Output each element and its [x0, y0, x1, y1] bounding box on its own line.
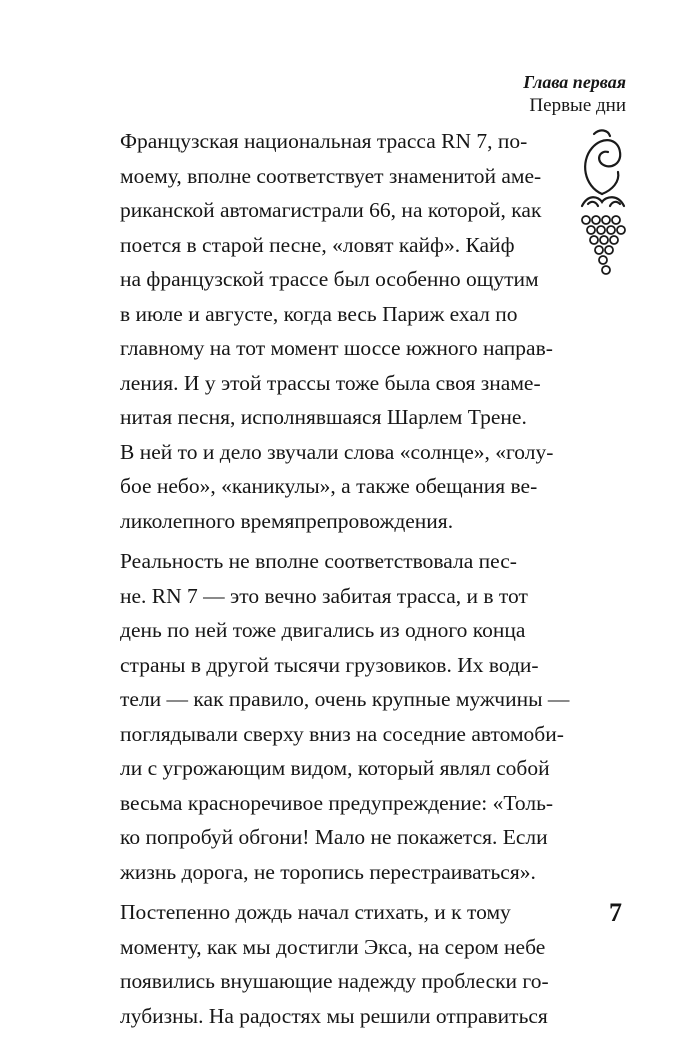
- text-line: нитая песня, исполнявшаяся Шарлем Трене.: [120, 405, 527, 429]
- body-text: [84, 124, 570, 1039]
- chapter-title: Глава первая: [523, 72, 626, 92]
- text-line: поется в старой песне, «ловят кайф». Кайф: [120, 232, 515, 257]
- text-line: ли с угрожающим видом, который являл собой: [120, 756, 550, 780]
- paragraph: [84, 895, 556, 1033]
- text-line: ления. И у этой трассы тоже была своя знаме-: [120, 370, 541, 395]
- text-line: на французской трассе был особенно ощутим: [120, 267, 539, 291]
- text-line: лубизны. На радостях мы решили отправиться: [120, 1003, 548, 1028]
- text-line: главному на тот момент шоссе южного направ-: [120, 336, 553, 360]
- text-line: ко попробуй обгони! Мало не покажется. Если: [120, 825, 548, 849]
- page-number: 7: [609, 898, 622, 927]
- text-line: поглядывали сверху вниз на соседние автомоби-: [120, 721, 564, 746]
- text-line: моменту, как мы достигли Экса, на сером небе: [120, 934, 546, 959]
- text-line: Французская национальная трасса RN 7, по-: [120, 129, 528, 153]
- chapter-subtitle: Первые дни: [529, 95, 626, 116]
- grapevine-ornament-icon: [572, 124, 632, 284]
- paragraph: [84, 544, 570, 889]
- text-line: весьма красноречивое предупреждение: «Толь-: [120, 790, 554, 815]
- text-line: риканской автомагистрали 66, на которой, как: [120, 198, 542, 222]
- text-line: не. RN 7 — это вечно забитая трасса, и в тот: [120, 583, 528, 608]
- running-head: [523, 70, 626, 118]
- text-line: Реальность не вполне соответствовала пес-: [120, 549, 517, 573]
- text-line: страны в другой тысячи грузовиков. Их води-: [120, 652, 539, 677]
- text-line: в июле и августе, когда весь Париж ехал по: [120, 301, 518, 326]
- text-line: моему, вполне соответствует знаменитой аме-: [120, 163, 542, 188]
- text-line: ликолепного времяпрепровождения.: [120, 508, 454, 533]
- text-line: бое небо», «каникулы», а также обещания ве-: [120, 474, 538, 498]
- text-line: В ней то и дело звучали слова «солнце», «голу-: [120, 439, 554, 464]
- text-line: Постепенно дождь начал стихать, и к тому: [120, 900, 511, 924]
- text-line: жизнь дорога, не торопись перестраиваться».: [120, 859, 536, 884]
- text-line: появились внушающие надежду проблески го-: [120, 969, 549, 993]
- text-line: тели — как правило, очень крупные мужчины —: [120, 687, 570, 711]
- text-line: день по ней тоже двигались из одного конца: [120, 618, 526, 642]
- paragraph: [84, 124, 556, 538]
